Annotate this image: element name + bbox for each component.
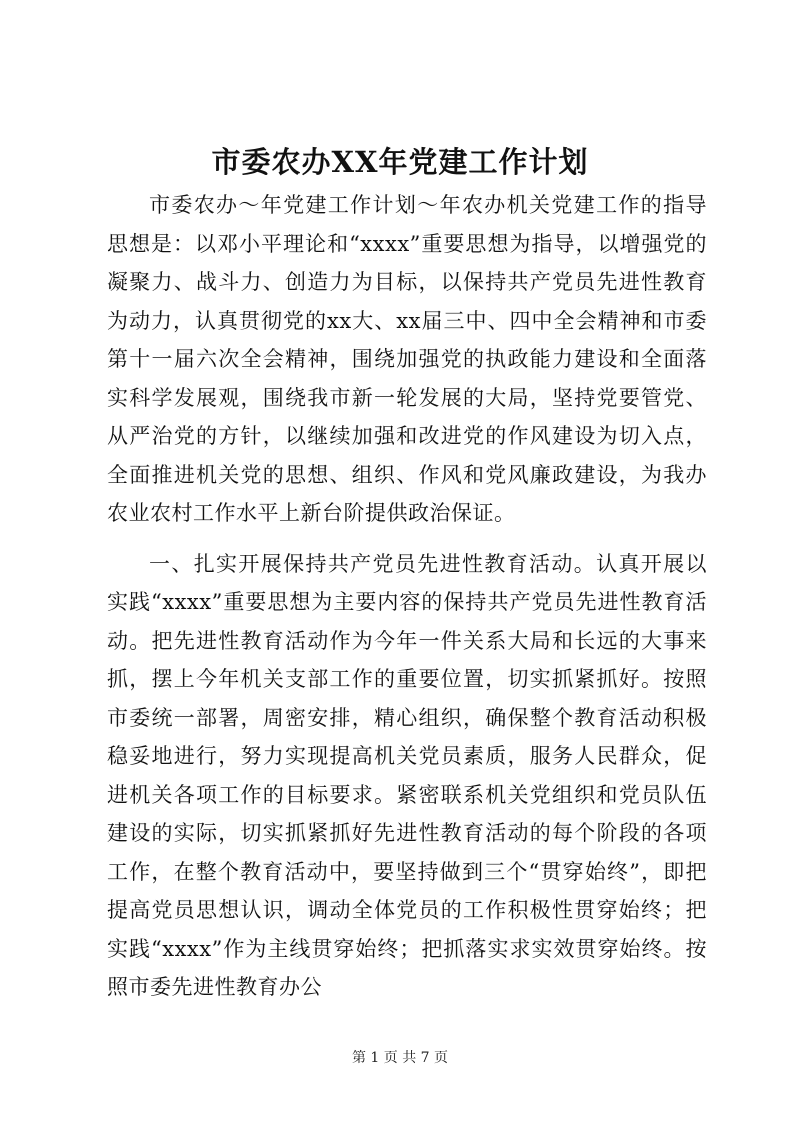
document-body (107, 186, 707, 1007)
page-number-footer: 第 1 页 共 7 页 (351, 1050, 449, 1066)
document-title: 市委农办XX年党建工作计划 (211, 145, 589, 179)
paragraph-section-one: 一、扎实开展保持共产党员先进性教育活动。认真开展以实践“xxxx”重要思想为主要内容的保持共产党员先进性教育活动。把先进性教育活动作为今年一件关系大局和长远的大事来抓，摆上今年机关支部工作的重要位置，切实抓紧抓好。按照市委统一部署，周密安排，精心组织，确保整个教育活动积极稳妥地进行，努力实现提高机关党员素质，服务人民群众，促进机关各项工作的目标要求。紧密联系机关党组织和党员队伍建设的实际，切实抓紧抓好先进性教育活动的每个阶段的各项工作，在整个教育活动中，要坚持做到三个“贯穿始终”，即把提高党员思想认识，调动全体党员的工作积极性贯穿始终；把实践“xxxx”作为主线贯穿始终；把抓落实求实效贯穿始终。按照市委先进性教育办公 (107, 551, 707, 999)
paragraph-guiding-ideology: 市委农办～年党建工作计划～年农办机关党建工作的指导思想是：以邓小平理论和“xxxx”重要思想为指导，以增强党的凝聚力、战斗力、创造力为目标，以保持共产党员先进性教育为动力，认真贯彻党的xx大、xx届三中、四中全会精神和市委第十一届六次全会精神，围绕加强党的执政能力建设和全面落实科学发展观，围绕我市新一轮发展的大局，坚持党要管党、从严治党的方针，以继续加强和改进党的作风建设为切入点，全面推进机关党的思想、组织、作风和党风廉政建设，为我办农业农村工作水平上新台阶提供政治保证。 (107, 193, 707, 525)
